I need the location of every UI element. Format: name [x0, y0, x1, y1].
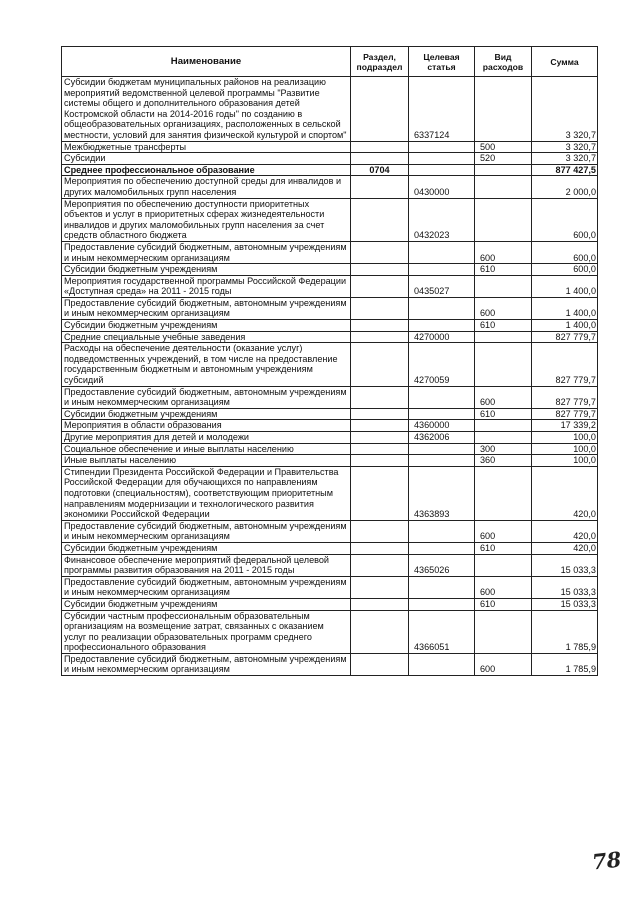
cell-name: Средние специальные учебные заведения	[62, 331, 351, 343]
cell-razdel	[351, 554, 409, 576]
cell-tselevaya: 4270059	[409, 343, 475, 386]
cell-name: Стипендии Президента Российской Федерации и Правительства Российской Федерации для обучающихся по направлениям подготовки (специальностям), соответствующим приоритетным направлениям модернизации и технологического развития экономики Российской Федерации	[62, 466, 351, 520]
table-row	[62, 164, 598, 176]
table-row	[62, 520, 598, 542]
cell-tselevaya	[409, 386, 475, 408]
cell-name: Предоставление субсидий бюджетным, автономным учреждениям и иным некоммерческим организациям	[62, 241, 351, 263]
cell-vid	[475, 466, 532, 520]
cell-summa: 420,0	[532, 466, 598, 520]
cell-tselevaya: 4365026	[409, 554, 475, 576]
cell-razdel	[351, 542, 409, 554]
cell-name: Другие мероприятия для детей и молодежи	[62, 432, 351, 444]
cell-vid: 610	[475, 598, 532, 610]
cell-name: Предоставление субсидий бюджетным, автономным учреждениям и иным некоммерческим организациям	[62, 520, 351, 542]
cell-summa: 1 400,0	[532, 320, 598, 332]
header-name: Наименование	[62, 47, 351, 77]
cell-summa: 3 320,7	[532, 141, 598, 153]
cell-name: Мероприятия по обеспечению доступной среды для инвалидов и других маломобильных групп населения	[62, 176, 351, 198]
table-row	[62, 598, 598, 610]
cell-tselevaya	[409, 408, 475, 420]
table-row	[62, 408, 598, 420]
cell-vid: 610	[475, 542, 532, 554]
cell-vid	[475, 554, 532, 576]
table-row	[62, 320, 598, 332]
cell-razdel	[351, 198, 409, 241]
cell-tselevaya: 0435027	[409, 275, 475, 297]
header-vid: Вид расходов	[475, 47, 532, 77]
cell-razdel	[351, 598, 409, 610]
cell-vid: 600	[475, 653, 532, 675]
cell-razdel	[351, 520, 409, 542]
cell-tselevaya	[409, 141, 475, 153]
table-row	[62, 331, 598, 343]
cell-name: Субсидии бюджетным учреждениям	[62, 598, 351, 610]
cell-tselevaya: 6337124	[409, 77, 475, 142]
cell-tselevaya	[409, 164, 475, 176]
cell-summa: 15 033,3	[532, 576, 598, 598]
cell-name: Субсидии бюджетным учреждениям	[62, 264, 351, 276]
cell-vid	[475, 77, 532, 142]
cell-razdel	[351, 408, 409, 420]
cell-razdel	[351, 610, 409, 653]
cell-summa: 3 320,7	[532, 77, 598, 142]
cell-summa: 827 779,7	[532, 331, 598, 343]
cell-vid	[475, 610, 532, 653]
cell-name: Предоставление субсидий бюджетным, автономным учреждениям и иным некоммерческим организациям	[62, 576, 351, 598]
cell-vid: 610	[475, 320, 532, 332]
cell-name: Предоставление субсидий бюджетным, автономным учреждениям и иным некоммерческим организациям	[62, 297, 351, 319]
cell-vid: 360	[475, 455, 532, 467]
cell-razdel	[351, 264, 409, 276]
cell-vid: 600	[475, 297, 532, 319]
cell-razdel	[351, 432, 409, 444]
cell-name: Субсидии бюджетам муниципальных районов на реализацию мероприятий ведомственной целевой программы "Развитие системы общего и дополнительного образования детей Костромской области на 2014-2016 годы" по созданию в общеобразовательных организациях, расположенных в сельской местности, условий для занятия физической культурой и спортом"	[62, 77, 351, 142]
cell-tselevaya	[409, 653, 475, 675]
cell-vid	[475, 275, 532, 297]
cell-razdel	[351, 576, 409, 598]
cell-vid	[475, 176, 532, 198]
header-summa: Сумма	[532, 47, 598, 77]
cell-name: Среднее профессиональное образование	[62, 164, 351, 176]
table-row	[62, 455, 598, 467]
cell-vid: 610	[475, 408, 532, 420]
cell-tselevaya: 4362006	[409, 432, 475, 444]
cell-razdel	[351, 297, 409, 319]
cell-vid: 520	[475, 153, 532, 165]
cell-name: Субсидии бюджетным учреждениям	[62, 408, 351, 420]
cell-summa: 2 000,0	[532, 176, 598, 198]
cell-summa: 420,0	[532, 520, 598, 542]
table-row	[62, 198, 598, 241]
cell-name: Мероприятия государственной программы Российской Федерации «Доступная среда» на 2011 - 2015 годы	[62, 275, 351, 297]
table-row	[62, 610, 598, 653]
cell-razdel	[351, 466, 409, 520]
table-row	[62, 653, 598, 675]
cell-vid: 600	[475, 386, 532, 408]
cell-vid: 600	[475, 241, 532, 263]
header-tselevaya: Целевая статья	[409, 47, 475, 77]
cell-razdel	[351, 77, 409, 142]
cell-vid: 600	[475, 520, 532, 542]
table-row	[62, 176, 598, 198]
cell-tselevaya	[409, 455, 475, 467]
cell-name: Иные выплаты населению	[62, 455, 351, 467]
cell-summa: 1 785,9	[532, 610, 598, 653]
cell-razdel	[351, 455, 409, 467]
page-number: 78	[590, 846, 623, 875]
cell-razdel	[351, 241, 409, 263]
cell-vid	[475, 198, 532, 241]
cell-name: Субсидии бюджетным учреждениям	[62, 542, 351, 554]
budget-table-page	[61, 46, 597, 676]
cell-vid	[475, 343, 532, 386]
cell-razdel	[351, 141, 409, 153]
cell-vid: 610	[475, 264, 532, 276]
cell-tselevaya	[409, 264, 475, 276]
cell-name: Межбюджетные трансферты	[62, 141, 351, 153]
cell-tselevaya	[409, 297, 475, 319]
table-row	[62, 554, 598, 576]
cell-name: Мероприятия по обеспечению доступности приоритетных объектов и услуг в приоритетных сферах жизнедеятельности инвалидов и других маломобильных групп населения за счет средств областного бюджета	[62, 198, 351, 241]
table-row	[62, 443, 598, 455]
table-row	[62, 241, 598, 263]
cell-tselevaya: 0430000	[409, 176, 475, 198]
cell-summa: 600,0	[532, 241, 598, 263]
cell-tselevaya: 4363893	[409, 466, 475, 520]
cell-razdel: 0704	[351, 164, 409, 176]
cell-razdel	[351, 275, 409, 297]
cell-summa: 827 779,7	[532, 408, 598, 420]
cell-name: Финансовое обеспечение мероприятий федеральной целевой программы развития образования на 2011 - 2015 годы	[62, 554, 351, 576]
table-row	[62, 466, 598, 520]
cell-name: Предоставление субсидий бюджетным, автономным учреждениям и иным некоммерческим организациям	[62, 653, 351, 675]
cell-razdel	[351, 386, 409, 408]
cell-razdel	[351, 320, 409, 332]
cell-summa: 15 033,3	[532, 598, 598, 610]
cell-summa: 100,0	[532, 455, 598, 467]
cell-summa: 17 339,2	[532, 420, 598, 432]
cell-vid: 500	[475, 141, 532, 153]
table-row	[62, 420, 598, 432]
cell-summa: 420,0	[532, 542, 598, 554]
cell-tselevaya	[409, 598, 475, 610]
cell-tselevaya: 4270000	[409, 331, 475, 343]
table-row	[62, 275, 598, 297]
cell-summa: 1 400,0	[532, 297, 598, 319]
cell-name: Субсидии	[62, 153, 351, 165]
cell-vid	[475, 331, 532, 343]
cell-tselevaya	[409, 542, 475, 554]
cell-name: Социальное обеспечение и иные выплаты населению	[62, 443, 351, 455]
cell-summa: 600,0	[532, 264, 598, 276]
table-row	[62, 386, 598, 408]
table-header-row	[62, 47, 598, 77]
table-row	[62, 542, 598, 554]
cell-tselevaya: 4360000	[409, 420, 475, 432]
header-razdel: Раздел, подраздел	[351, 47, 409, 77]
table-row	[62, 264, 598, 276]
cell-summa: 827 779,7	[532, 386, 598, 408]
cell-summa: 100,0	[532, 443, 598, 455]
cell-summa: 877 427,5	[532, 164, 598, 176]
cell-tselevaya: 0432023	[409, 198, 475, 241]
cell-summa: 1 400,0	[532, 275, 598, 297]
cell-vid: 600	[475, 576, 532, 598]
cell-vid	[475, 420, 532, 432]
cell-name: Субсидии бюджетным учреждениям	[62, 320, 351, 332]
cell-razdel	[351, 343, 409, 386]
table-row	[62, 343, 598, 386]
table-row	[62, 297, 598, 319]
cell-summa: 15 033,3	[532, 554, 598, 576]
cell-razdel	[351, 653, 409, 675]
cell-summa: 3 320,7	[532, 153, 598, 165]
budget-table	[61, 46, 598, 676]
table-row	[62, 141, 598, 153]
table-row	[62, 153, 598, 165]
cell-tselevaya	[409, 241, 475, 263]
cell-razdel	[351, 331, 409, 343]
cell-name: Расходы на обеспечение деятельности (оказание услуг) подведомственных учреждений, в том числе на предоставление государственным бюджетным и автономным учреждениям субсидий	[62, 343, 351, 386]
cell-razdel	[351, 176, 409, 198]
table-body	[62, 77, 598, 676]
table-row	[62, 77, 598, 142]
cell-summa: 827 779,7	[532, 343, 598, 386]
cell-tselevaya: 4366051	[409, 610, 475, 653]
cell-tselevaya	[409, 443, 475, 455]
cell-name: Мероприятия в области образования	[62, 420, 351, 432]
table-row	[62, 432, 598, 444]
cell-name: Субсидии частным профессиональным образовательным организациям на возмещение затрат, связанных с оказанием услуг по реализации образовательных программ среднего профессионального образования	[62, 610, 351, 653]
table-row	[62, 576, 598, 598]
cell-summa: 1 785,9	[532, 653, 598, 675]
cell-tselevaya	[409, 520, 475, 542]
cell-vid: 300	[475, 443, 532, 455]
cell-razdel	[351, 443, 409, 455]
cell-summa: 100,0	[532, 432, 598, 444]
cell-tselevaya	[409, 320, 475, 332]
cell-razdel	[351, 420, 409, 432]
cell-razdel	[351, 153, 409, 165]
cell-tselevaya	[409, 153, 475, 165]
cell-tselevaya	[409, 576, 475, 598]
cell-name: Предоставление субсидий бюджетным, автономным учреждениям и иным некоммерческим организациям	[62, 386, 351, 408]
cell-vid	[475, 432, 532, 444]
cell-summa: 600,0	[532, 198, 598, 241]
cell-vid	[475, 164, 532, 176]
